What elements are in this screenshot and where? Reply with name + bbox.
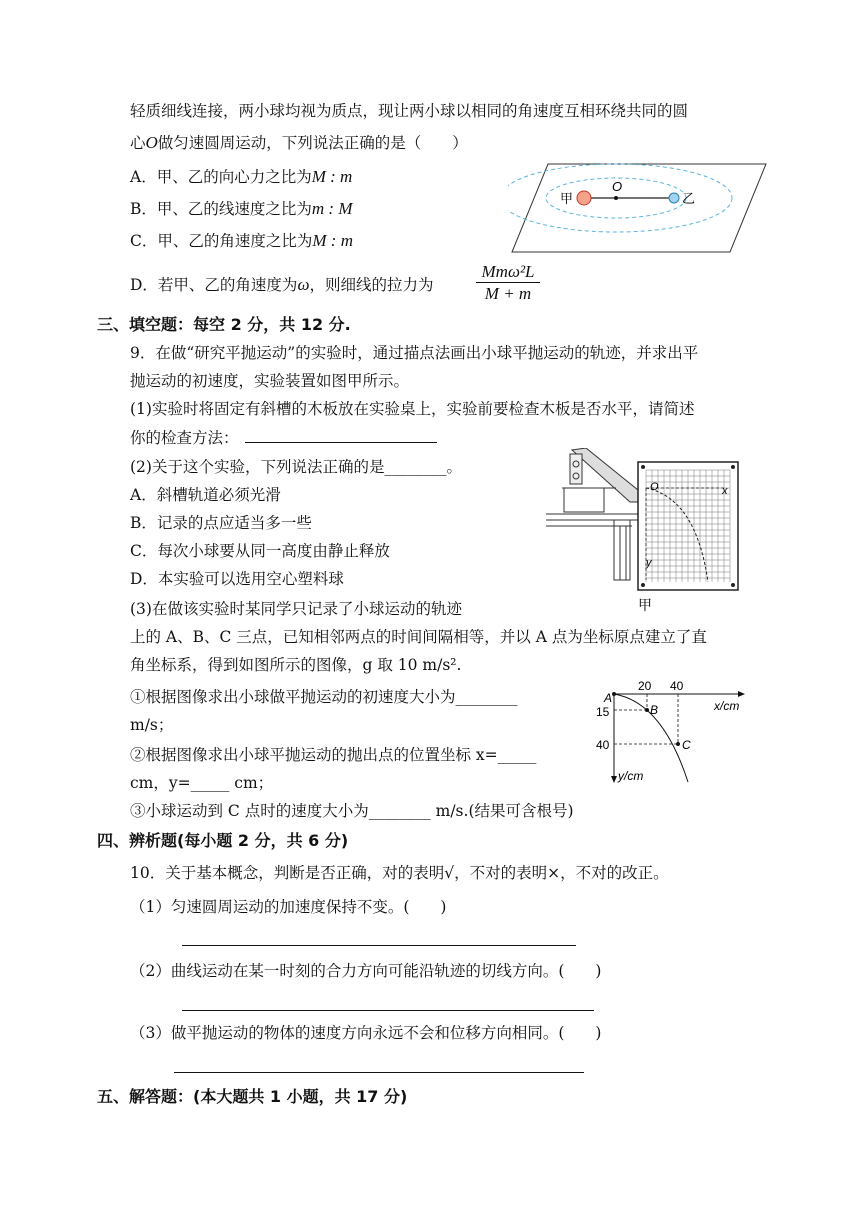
q9-stem-line2: 抛运动的初速度，实验装置如图甲所示。 xyxy=(130,372,410,390)
label-yi: 乙 xyxy=(682,191,696,206)
q8-tension-fraction: Mmω²L M + m xyxy=(476,262,540,305)
q9-part3-line2: 上的 A、B、C 三点，已知相邻两点的时间间隔相等，并以 A 点为坐标原点建立了直 xyxy=(130,628,707,646)
q9-sub1-line1: ①根据图像求出小球做平抛运动的初速度大小为________ xyxy=(130,688,518,706)
orbit-figure xyxy=(508,160,770,256)
q9-option-b: B．记录的点应适当多一些 xyxy=(130,514,312,532)
q8-stem-line1: 轻质细线连接，两小球均视为质点，现让两小球以相同的角速度互相环绕共同的圆 xyxy=(130,102,689,120)
q10-stem: 10．关于基本概念，判断是否正确，对的表明√，不对的表明×，不对的改正。 xyxy=(130,864,669,882)
board-x-label: x xyxy=(722,485,728,497)
q8-option-a: A．甲、乙的向心力之比为M : m xyxy=(130,167,353,186)
q10-answer-line-1 xyxy=(182,945,576,946)
q10-answer-line-2 xyxy=(182,1010,594,1011)
section4-title: 四、辨析题(每小题 2 分，共 6 分) xyxy=(97,831,349,850)
section3-title: 三、填空题：每空 2 分，共 12 分. xyxy=(97,315,351,334)
q8-stem-line2: 心O做匀速圆周运动，下列说法正确的是（ ） xyxy=(130,133,468,152)
point-b-label: B xyxy=(650,703,659,717)
label-jia: 甲 xyxy=(560,191,574,206)
tick-y40: 40 xyxy=(596,738,610,752)
point-a-label: A xyxy=(604,691,613,705)
y-axis-label: y/cm xyxy=(618,769,644,783)
apparatus-caption: 甲 xyxy=(638,597,652,613)
label-o: O xyxy=(612,179,623,194)
q9-option-d: D．本实验可以选用空心塑料球 xyxy=(130,570,344,588)
ball-jia xyxy=(577,191,591,205)
q9-option-c: C．每次小球要从同一高度由静止释放 xyxy=(130,542,390,560)
q9-sub2-line1: ②根据图像求出小球平抛运动的抛出点的位置坐标 x=_____ xyxy=(130,746,537,764)
q9-part1-answer-blank xyxy=(245,426,437,443)
q10-statement-3: （3）做平抛运动的物体的速度方向永远不会和位移方向相同。( ) xyxy=(130,1024,602,1042)
tick-x20: 20 xyxy=(638,679,652,693)
tick-x40: 40 xyxy=(670,679,684,693)
q10-statement-2: （2）曲线运动在某一时刻的合力方向可能沿轨迹的切线方向。( ) xyxy=(130,962,602,980)
q10-statement-1: （1）匀速圆周运动的加速度保持不变。( ) xyxy=(130,898,447,916)
center-o-dot xyxy=(614,196,618,200)
q9-sub3: ③小球运动到 C 点时的速度大小为________ m/s.(结果可含根号) xyxy=(130,802,574,820)
q9-part1-line2: 你的检查方法： xyxy=(130,426,437,449)
q9-option-a: A．斜槽轨道必须光滑 xyxy=(130,486,281,504)
x-axis-label: x/cm xyxy=(714,699,740,713)
ball-yi xyxy=(669,193,679,203)
q8-option-c: C．甲、乙的角速度之比为M : m xyxy=(130,231,353,250)
trajectory-graph xyxy=(592,678,762,786)
q9-stem-line1: 9．在做“研究平抛运动”的实验时，通过描点法画出小球平抛运动的轨迹，并求出平 xyxy=(130,344,699,362)
section5-title: 五、解答题：(本大题共 1 小题，共 17 分) xyxy=(97,1087,408,1106)
q9-part3-line1: (3)在做该实验时某同学只记录了小球运动的轨迹 xyxy=(130,600,462,618)
q10-answer-line-3 xyxy=(174,1072,584,1073)
board-y-label: y xyxy=(646,557,652,569)
q9-part3-line3: 角坐标系，得到如图所示的图像，g 取 10 m/s². xyxy=(130,656,462,674)
q8-option-b: B．甲、乙的线速度之比为m : M xyxy=(130,199,353,218)
q9-part1-line1: (1)实验时将固定有斜槽的木板放在实验桌上，实验前要检查木板是否水平，请简述 xyxy=(130,400,695,418)
q9-part2: (2)关于这个实验，下列说法正确的是________。 xyxy=(130,458,462,476)
q9-sub1-line2: m/s； xyxy=(130,716,174,734)
apparatus-figure xyxy=(546,448,746,616)
plane-outline xyxy=(512,164,766,252)
tick-y15: 15 xyxy=(596,705,610,719)
q8-option-d: D．若甲、乙的角速度为ω，则细线的拉力为 xyxy=(130,275,434,294)
q9-sub2-line2: cm，y=_____ cm； xyxy=(130,774,274,792)
point-c-label: C xyxy=(682,738,691,752)
board-origin-label: O xyxy=(650,481,659,493)
